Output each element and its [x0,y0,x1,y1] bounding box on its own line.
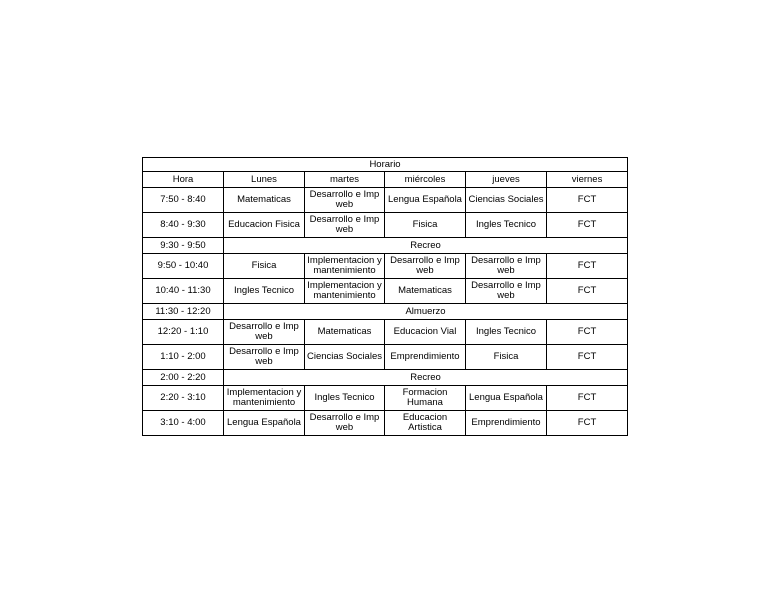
header-lunes: Lunes [224,172,305,188]
subject-cell: Desarrollo e Imp web [224,345,305,370]
subject-cell: Lengua Española [224,411,305,436]
class-row [143,213,628,238]
subject-cell: Lengua Española [466,386,547,411]
subject-cell: Implementacion y mantenimiento [305,279,385,304]
subject-cell: Ciencias Sociales [466,188,547,213]
schedule-body [143,158,628,436]
break-label: Recreo [224,238,628,254]
class-row [143,320,628,345]
subject-cell: FCT [547,386,628,411]
subject-cell: FCT [547,279,628,304]
subject-cell: Lengua Española [385,188,466,213]
subject-cell: Ingles Tecnico [466,213,547,238]
subject-cell: FCT [547,345,628,370]
subject-cell: Desarrollo e Imp web [305,411,385,436]
break-row [143,370,628,386]
subject-cell: Educacion Fisica [224,213,305,238]
subject-cell: Ingles Tecnico [466,320,547,345]
subject-cell: Desarrollo e Imp web [385,254,466,279]
header-hora: Hora [143,172,224,188]
time-cell: 2:20 - 3:10 [143,386,224,411]
schedule-table [142,157,628,436]
break-label: Almuerzo [224,304,628,320]
time-cell: 8:40 - 9:30 [143,213,224,238]
class-row [143,188,628,213]
subject-cell: Fisica [466,345,547,370]
title-row [143,158,628,172]
time-cell: 12:20 - 1:10 [143,320,224,345]
subject-cell: Desarrollo e Imp web [305,188,385,213]
break-row [143,238,628,254]
subject-cell: Matematicas [385,279,466,304]
class-row [143,386,628,411]
subject-cell: FCT [547,213,628,238]
subject-cell: Ciencias Sociales [305,345,385,370]
class-row [143,254,628,279]
subject-cell: Matematicas [305,320,385,345]
time-cell: 10:40 - 11:30 [143,279,224,304]
subject-cell: Matematicas [224,188,305,213]
subject-cell: Ingles Tecnico [224,279,305,304]
subject-cell: FCT [547,254,628,279]
header-jueves: jueves [466,172,547,188]
subject-cell: Desarrollo e Imp web [466,279,547,304]
break-row [143,304,628,320]
subject-cell: FCT [547,320,628,345]
class-row [143,279,628,304]
header-miercoles: miércoles [385,172,466,188]
break-label: Recreo [224,370,628,386]
time-cell: 9:50 - 10:40 [143,254,224,279]
subject-cell: Desarrollo e Imp web [224,320,305,345]
time-cell: 2:00 - 2:20 [143,370,224,386]
time-cell: 3:10 - 4:00 [143,411,224,436]
subject-cell: Ingles Tecnico [305,386,385,411]
time-cell: 11:30 - 12:20 [143,304,224,320]
subject-cell: Emprendimiento [466,411,547,436]
subject-cell: FCT [547,411,628,436]
subject-cell: Fisica [385,213,466,238]
header-martes: martes [305,172,385,188]
time-cell: 7:50 - 8:40 [143,188,224,213]
subject-cell: Fisica [224,254,305,279]
subject-cell: Desarrollo e Imp web [305,213,385,238]
subject-cell: Educacion Vial [385,320,466,345]
subject-cell: Desarrollo e Imp web [466,254,547,279]
class-row [143,411,628,436]
subject-cell: Educacion Artistica [385,411,466,436]
subject-cell: FCT [547,188,628,213]
header-viernes: viernes [547,172,628,188]
time-cell: 9:30 - 9:50 [143,238,224,254]
subject-cell: Implementacion y mantenimiento [305,254,385,279]
subject-cell: Emprendimiento [385,345,466,370]
schedule-title: Horario [143,158,628,172]
class-row [143,345,628,370]
subject-cell: Implementacion y mantenimiento [224,386,305,411]
header-row [143,172,628,188]
subject-cell: Formacion Humana [385,386,466,411]
time-cell: 1:10 - 2:00 [143,345,224,370]
